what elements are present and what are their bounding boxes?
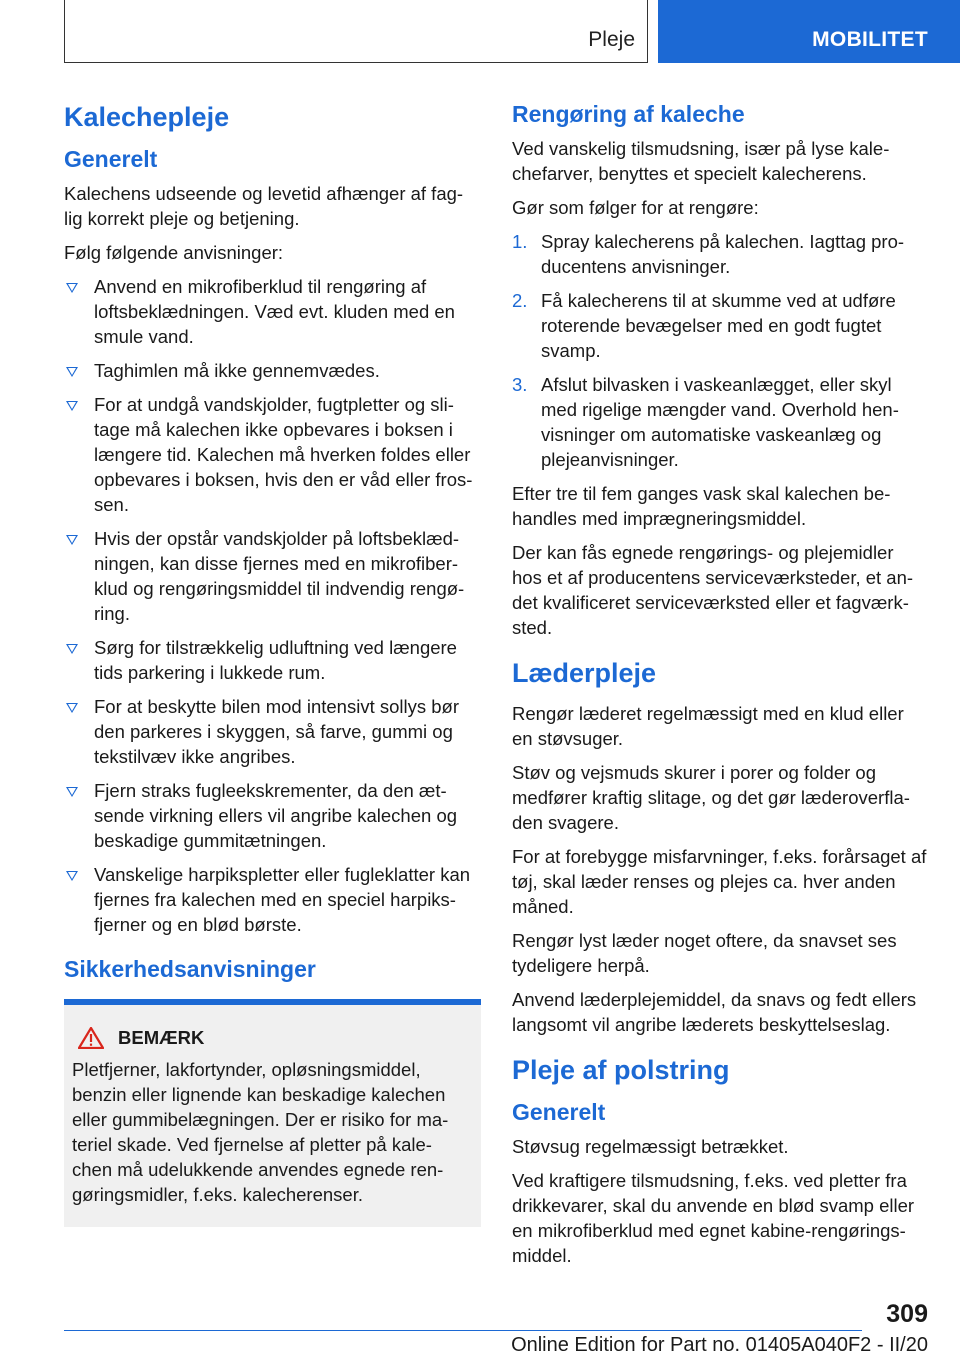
section-title-laederpleje: Læderpleje <box>512 657 657 688</box>
triangle-bullet-icon <box>66 644 78 654</box>
chapter-tab <box>658 0 960 63</box>
list-item: 2. Få kalecherens til at skumme ved at udføre roterende bevægelser med en godt fugtet svamp. <box>512 289 896 361</box>
subheading-sikkerhedsanvisninger: Sikkerhedsanvisninger <box>64 955 316 982</box>
cleaning-steps-list <box>512 229 928 472</box>
notice-box <box>64 999 481 1227</box>
subheading-generelt: Generelt <box>64 146 158 173</box>
right-column <box>512 100 928 1277</box>
list-item: 3. Afslut bilvasken i vaskeanlægget, eller skyl med rigelige mængder vand. Overhold hen-visninger om automatiske vaskeanlæg og plejeanvisninger. <box>512 373 899 470</box>
triangle-bullet-icon <box>66 787 78 797</box>
subheading-generelt: Generelt <box>512 1099 606 1126</box>
care-instructions-list <box>64 274 481 937</box>
chapter-label: MOBILITET <box>812 28 928 51</box>
triangle-bullet-icon <box>66 535 78 545</box>
section-title-kalechepleje: Kalechepleje <box>64 102 230 132</box>
products-paragraph: Der kan fås egnede rengørings- og plejemidler hos et af producentens serviceværksteder, et an-det kvalificeret serviceværksted eller et fagværk-sted. <box>512 541 914 638</box>
triangle-bullet-icon <box>66 283 78 293</box>
leather-paragraph: Rengør læderet regelmæssigt med en klud eller en støvsuger. <box>512 702 904 749</box>
footer-edition: Online Edition for Part no. 01405A040F2 - II/20 <box>511 1334 928 1356</box>
list-item: Hvis der opstår vandskjolder på loftsbeklæd-ningen, kan disse fjernes med en mikrofiber-klud og rengøringsmiddel til indvendig rengø-ring. <box>64 526 481 626</box>
leather-paragraph: For at forebygge misfarvninger, f.eks. forårsaget af tøj, skal læder renses og plejes ca. hver anden måned. <box>512 845 927 917</box>
after-wash-paragraph: Efter tre til fem ganges vask skal kalechen be-handles med imprægneringsmiddel. <box>512 482 891 529</box>
list-item: For at undgå vandskjolder, fugtpletter og sli-tage må kalechen ikke opbevares i boksen i længere tid. Kalechen må hverken foldes eller opbevares i boksen, hvis den er våd eller fros-sen. <box>64 392 481 517</box>
upholstery-paragraph: Støvsug regelmæssigt betrækket. <box>512 1135 789 1157</box>
cleaning-do: Gør som følger for at rengøre: <box>512 196 759 218</box>
leather-paragraph: Rengør lyst læder noget oftere, da snavset ses tydeligere herpå. <box>512 929 897 976</box>
leather-paragraph: Anvend læderplejemiddel, da snavs og fedt ellers langsomt vil angribe læderets beskyttelseslag. <box>512 988 917 1035</box>
intro-paragraph: Kalechens udseende og levetid afhænger af fag-lig korrekt pleje og betjening. <box>64 182 464 229</box>
follow-paragraph: Følg følgende anvisninger: <box>64 241 284 263</box>
triangle-bullet-icon <box>66 367 78 377</box>
page-number: 309 <box>886 1300 928 1328</box>
section-title-pleje-af-polstring: Pleje af polstring <box>512 1054 730 1085</box>
triangle-bullet-icon <box>66 871 78 881</box>
notice-title: BEMÆRK <box>78 1027 471 1049</box>
list-item: Taghimlen må ikke gennemvædes. <box>64 358 481 383</box>
subheading-rengoring-af-kaleche: Rengøring af kaleche <box>512 101 745 127</box>
list-item: 1. Spray kalecherens på kalechen. Iagttag pro-ducentens anvisninger. <box>512 230 905 277</box>
cleaning-intro: Ved vanskelig tilsmudsning, især på lyse kale-chefarver, benyttes et specielt kalecherens. <box>512 137 890 184</box>
left-column <box>64 100 481 1227</box>
page-header <box>0 0 960 66</box>
triangle-bullet-icon <box>66 401 78 411</box>
warning-triangle-icon <box>78 1027 104 1049</box>
footer-divider <box>64 1330 862 1331</box>
list-item: For at beskytte bilen mod intensivt sollys bør den parkeres i skyggen, så farve, gummi og tekstilvæv ikke angribes. <box>64 694 481 769</box>
list-item: Fjern straks fugleekskrementer, da den æt-sende virkning ellers vil angribe kalechen og beskadige gummitætningen. <box>64 778 481 853</box>
leather-paragraph: Støv og vejsmuds skurer i porer og folder og medfører kraftig slitage, og det gør læderoverfla-den svagere. <box>512 761 910 833</box>
upholstery-paragraph: Ved kraftigere tilsmudsning, f.eks. ved pletter fra drikkevarer, skal du anvende en blød svamp eller en mikrofiberklud med egnet kabine-rengørings-middel. <box>512 1169 915 1266</box>
list-item: Vanskelige harpikspletter eller fugleklatter kan fjernes fra kalechen med en speciel harpiks-fjerner og en blød børste. <box>64 862 481 937</box>
section-tab <box>64 0 648 63</box>
section-label: Pleje <box>588 28 635 51</box>
list-item: Sørg for tilstrækkelig udluftning ved længere tids parkering i lukkede rum. <box>64 635 481 685</box>
triangle-bullet-icon <box>66 703 78 713</box>
list-item: Anvend en mikrofiberklud til rengøring af loftsbeklædningen. Væd evt. kluden med en smule vand. <box>64 274 481 349</box>
notice-text: Pletfjerner, lakfortynder, opløsningsmiddel, benzin eller lignende kan beskadige kalechen eller gummibelægningen. Der er risiko for ma-teriel skade. Ved fjernelse af pletter på kale-chen må udelukkende anvendes egnede ren-gøringsmidler, f.eks. kalecherenser. <box>72 1058 449 1205</box>
